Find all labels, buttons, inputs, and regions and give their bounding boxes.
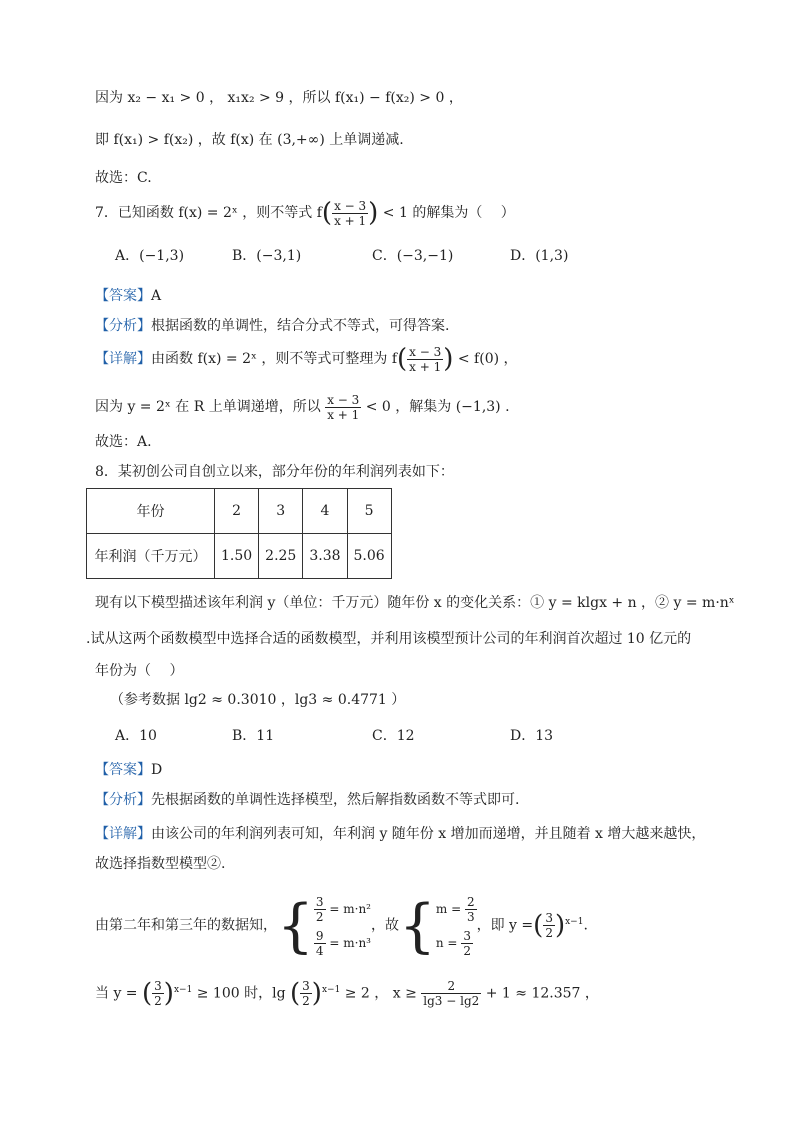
q7-option-b: B．(−3,1): [232, 248, 302, 264]
numerator: x − 3: [327, 392, 360, 407]
q7-fraction: [332, 199, 368, 228]
q7-stem-end: < 1 的解集为（ ）: [382, 205, 515, 221]
table-cell: 4: [303, 489, 347, 534]
detail-text: 当 y =: [95, 985, 138, 1002]
table-cell: 3: [259, 489, 303, 534]
detail-text: ≥ 2 ， x ≥: [344, 985, 417, 1002]
denominator: 2: [302, 994, 310, 1009]
detail-text: 由函数 f(x) = 2ˣ ，则不等式可整理为 f: [151, 351, 398, 367]
answer-tag: 【答案】: [95, 762, 151, 778]
q7-option-d: D．(1,3): [510, 248, 569, 264]
analysis-tag: 【分析】: [95, 792, 151, 808]
text-line: 故选择指数型模型②.: [95, 856, 226, 872]
table-cell: 2: [215, 489, 259, 534]
text-line: 即 f(x₁) > f(x₂) ，故 f(x) 在 (3,+∞) 上单调递减.: [95, 132, 404, 148]
paren: (: [290, 978, 301, 1009]
paren: ): [311, 978, 322, 1009]
detail-text: 因为 y = 2ˣ 在 R 上单调递增，所以: [95, 399, 321, 415]
fraction: [314, 929, 326, 958]
detail-tag: 【详解】: [95, 351, 151, 367]
table-cell: 3.38: [303, 534, 347, 579]
detail-text: ，故: [370, 917, 399, 934]
denominator: 4: [315, 943, 324, 958]
numerator: 3: [463, 928, 471, 943]
question-7: [95, 198, 515, 228]
analysis-tag: 【分析】: [95, 318, 151, 334]
denominator: 3: [466, 909, 475, 924]
fraction: [300, 979, 312, 1008]
numerator: 3: [315, 894, 324, 909]
numerator: 3: [545, 911, 553, 926]
paren: ): [554, 910, 566, 941]
exponent: x−1: [565, 917, 584, 927]
answer-value: D: [151, 762, 163, 778]
lhs: m =: [435, 901, 462, 916]
rhs: = m·n²: [329, 901, 371, 916]
table-cell: 5: [347, 489, 391, 534]
table-cell: 年份: [87, 489, 215, 534]
q8-analysis: [95, 790, 519, 810]
q8-option-c: C．12: [372, 728, 415, 744]
detail-text-end: < 0 ，解集为 (−1,3) .: [365, 399, 510, 415]
q7-option-c: C．(−3,−1): [372, 248, 454, 264]
q8-option-b: B．11: [232, 728, 275, 744]
q8-answer: [95, 760, 162, 780]
system-row: [314, 926, 371, 960]
detail-text: ，即 y =: [476, 917, 534, 934]
fraction: [461, 929, 473, 958]
equation-system-1: [314, 892, 371, 960]
text-line: 故选：C.: [95, 170, 152, 186]
exponent: x−1: [321, 985, 341, 995]
paren: (: [533, 910, 544, 941]
detail-text: 由第二年和第三年的数据知，: [95, 917, 277, 934]
q7-stem: 7．已知函数 f(x) = 2ˣ ，则不等式 f: [95, 205, 322, 221]
text-line: 因为 x₂ − x₁ > 0 ， x₁x₂ > 9 ，所以 f(x₁) − f(x₂) > 0 ，: [95, 90, 463, 106]
system-row: [436, 892, 477, 926]
numerator: x − 3: [334, 198, 367, 213]
table-cell: 5.06: [347, 534, 391, 579]
rhs: = m·n³: [329, 935, 371, 950]
denominator: x + 1: [409, 359, 442, 374]
q8-model: 现有以下模型描述该年利润 y（单位：千万元）随年份 x 的变化关系：① y = klgx + n ，② y = m·nˣ: [95, 595, 735, 611]
denominator: x + 1: [334, 213, 367, 228]
numerator: 9: [315, 928, 324, 943]
q7-option-a: A．(−1,3): [115, 248, 185, 264]
table-cell: 年利润（千万元）: [87, 534, 215, 579]
detail-text-end: < f(0) ，: [457, 351, 518, 367]
numerator: 3: [302, 979, 310, 994]
q8-option-d: D．13: [510, 728, 554, 744]
exponent: x−1: [173, 985, 193, 995]
paren: ): [443, 344, 454, 374]
numerator: 3: [154, 979, 162, 994]
q7-detail-fraction: [407, 345, 443, 374]
fraction: [421, 979, 481, 1008]
fraction: [465, 895, 477, 924]
equation-system-2: [436, 892, 477, 960]
table-cell: 1.50: [215, 534, 259, 579]
q7-detail: [95, 344, 518, 374]
answer-value: A: [151, 288, 162, 304]
table-row: [87, 489, 392, 534]
profit-table: [86, 488, 392, 579]
paren: (: [142, 978, 153, 1009]
numerator: 2: [421, 979, 481, 994]
detail-tag: 【详解】: [95, 826, 151, 842]
numerator: x − 3: [409, 344, 442, 359]
denominator: x + 1: [327, 407, 360, 422]
q7-analysis: [95, 316, 449, 336]
paren: (: [321, 198, 333, 228]
q7-detail2-fraction: [325, 393, 361, 422]
paren: (: [397, 344, 408, 374]
q8-model-3: 年份为（ ）: [95, 663, 184, 679]
q8-model-2: .试从这两个函数模型中选择合适的函数模型，并利用该模型预计公司的年利润首次超过 10 亿元的: [86, 631, 692, 647]
detail-text: 由该公司的年利润列表可知，年利润 y 随年份 x 增加而递增，并且随着 x 增大越来越快，: [151, 826, 706, 842]
denominator: 2: [315, 909, 324, 924]
q8-detail: [95, 824, 705, 844]
denominator: 2: [154, 994, 162, 1009]
denominator: lg3 − lg2: [423, 994, 480, 1009]
numerator: 2: [466, 894, 475, 909]
lhs: n =: [435, 935, 458, 950]
detail-text: ≥ 100 时，lg: [196, 985, 286, 1002]
q8-final-line: [95, 970, 599, 1014]
q7-detail-2: [95, 392, 510, 422]
answer-tag: 【答案】: [95, 288, 151, 304]
analysis-text: 根据函数的单调性，结合分式不等式，可得答案.: [151, 318, 450, 334]
fraction: [543, 911, 555, 940]
text-line: 故选：A.: [95, 434, 152, 450]
q8-option-a: A．10: [115, 728, 157, 744]
fraction: [152, 979, 164, 1008]
table-cell: 2.25: [259, 534, 303, 579]
table-row: [87, 534, 392, 579]
brace: {: [398, 891, 436, 960]
detail-text: + 1 ≈ 12.357 ，: [485, 985, 599, 1002]
q7-answer: [95, 286, 161, 306]
paren: ): [368, 198, 379, 228]
q8-reference: （参考数据 lg2 ≈ 0.3010 ，lg3 ≈ 0.4771 ）: [110, 692, 406, 708]
fraction: [314, 895, 326, 924]
analysis-text: 先根据函数的单调性选择模型，然后解指数函数不等式即可.: [151, 792, 520, 808]
question-8: 8．某初创公司自创立以来，部分年份的年利润列表如下：: [95, 464, 454, 480]
paren: ): [163, 978, 174, 1009]
denominator: 2: [463, 943, 471, 958]
system-row: [314, 892, 371, 926]
q8-system: 由第二年和第三年的数据知，{ $\frac{3}{2}$ = m·n² $\frac{9}{4}$ = m·n³ ，故{ m = $\frac{2}{3}$ n = $\frac{3}{2}$ ，即 y =( $\frac{3}{2}$ )$^{x-1}$.: [95, 891, 588, 960]
denominator: 2: [545, 926, 553, 941]
system-row: [436, 926, 477, 960]
brace: {: [277, 891, 314, 960]
